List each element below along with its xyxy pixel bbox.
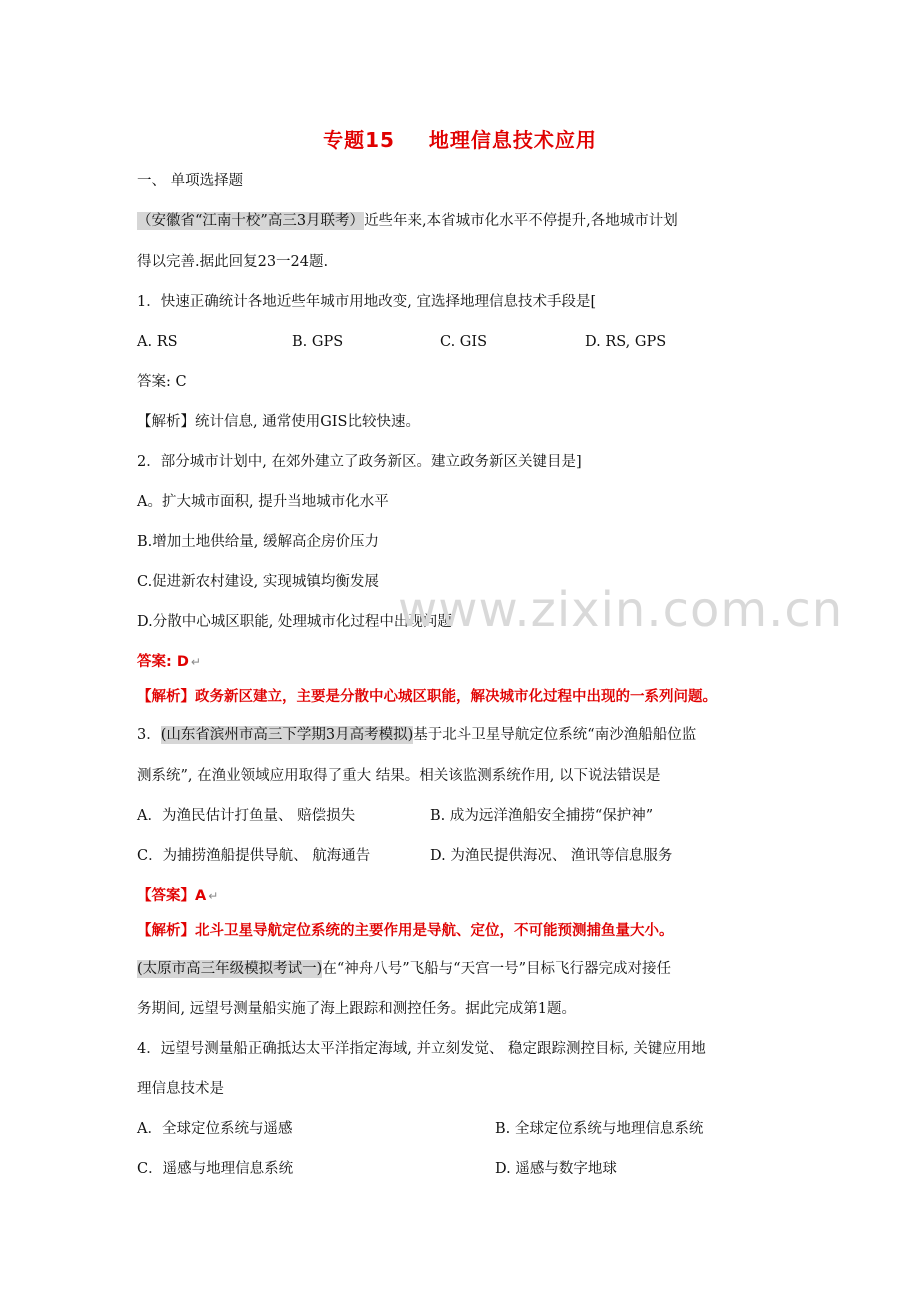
q3-option-b: B. 成为远洋渔船安全捕捞“保护神” bbox=[430, 808, 654, 824]
q2-analysis: 【解析】政务新区建立，主要是分散中心城区职能，解决城市化过程中出现的一系列问题。 bbox=[137, 689, 717, 705]
q1-answer: 答案: C bbox=[137, 374, 187, 390]
q3-option-d: D. 为渔民提供海况、 渔讯等信息服务 bbox=[430, 848, 673, 864]
q1-option-a: A. RS bbox=[137, 334, 178, 350]
q4-line1: 4．远望号测量船正确抵达太平洋指定海域, 并立刻发觉、 稳定跟踪测控目标, 关键应用地 bbox=[137, 1041, 706, 1057]
q2-answer: 答案: D ↵ bbox=[137, 654, 201, 670]
block1-line2: 得以完善.据此回复23一24题. bbox=[137, 254, 329, 270]
q1-option-c: C. GIS bbox=[440, 334, 488, 350]
q4-option-a: A．全球定位系统与遥感 bbox=[137, 1121, 293, 1137]
q3-option-c: C．为捕捞渔船提供导航、 航海通告 bbox=[137, 848, 371, 864]
q3-line2: 测系统”, 在渔业领域应用取得了重大 结果。相关该监测系统作用, 以下说法错误是 bbox=[137, 768, 661, 784]
q3-line1 bbox=[137, 725, 696, 745]
q4-option-b: B. 全球定位系统与地理信息系统 bbox=[495, 1121, 704, 1137]
q1-stem: 1．快速正确统计各地近些年城市用地改变, 宜选择地理信息技术手段是[ bbox=[137, 294, 597, 310]
q3-number: 3． bbox=[137, 727, 161, 743]
q4-line2: 理信息技术是 bbox=[137, 1081, 224, 1097]
q2-option-d: D.分散中心城区职能, 处理城市化过程中出现问题 bbox=[137, 614, 452, 630]
block1-intro-a: 近些年来,本省城市化水平不停提升,各地城市计划 bbox=[364, 213, 678, 229]
block1-source: （安徽省“江南十校”高三3月联考） bbox=[137, 213, 365, 229]
q4-option-d: D. 遥感与数字地球 bbox=[495, 1161, 617, 1177]
section-heading: 一、 单项选择题 bbox=[137, 173, 244, 189]
page-title bbox=[0, 124, 920, 153]
q3-option-a: A．为渔民估计打鱼量、 赔偿损失 bbox=[137, 808, 356, 824]
q4-option-c: C．遥感与地理信息系统 bbox=[137, 1161, 294, 1177]
title-number: 专题15 bbox=[323, 128, 395, 152]
watermark: www.zixin.com.cn bbox=[398, 582, 844, 638]
q2-option-a: A。扩大城市面积, 提升当地城市化水平 bbox=[137, 494, 389, 510]
block4-intro-a: 在“神舟八号”飞船与“天宫一号”目标飞行器完成对接任 bbox=[322, 961, 671, 977]
q1-analysis: 【解析】统计信息, 通常使用GIS比较快速。 bbox=[137, 414, 420, 430]
title-text: 地理信息技术应用 bbox=[428, 128, 597, 152]
q3-source: (山东省滨州市高三下学期3月高考模拟) bbox=[160, 727, 414, 743]
q2-option-c: C.促进新农村建设, 实现城镇均衡发展 bbox=[137, 574, 379, 590]
q1-option-d: D. RS, GPS bbox=[585, 334, 667, 350]
block1-line1 bbox=[137, 211, 678, 231]
q3-answer: 【答案】A ↵ bbox=[137, 888, 219, 904]
block4-line2: 务期间, 远望号测量船实施了海上跟踪和测控任务。据此完成第1题。 bbox=[137, 1001, 576, 1017]
q3-stem-a: 基于北斗卫星导航定位系统“南沙渔船船位监 bbox=[413, 727, 697, 743]
q2-option-b: B.增加土地供给量, 缓解高企房价压力 bbox=[137, 534, 379, 550]
q2-stem: 2．部分城市计划中, 在郊外建立了政务新区。建立政务新区关键目是] bbox=[137, 454, 582, 470]
q1-option-b: B. GPS bbox=[292, 334, 344, 350]
block4-source: (太原市高三年级模拟考试一) bbox=[137, 961, 323, 977]
block4-line1 bbox=[137, 959, 671, 979]
q3-analysis: 【解析】北斗卫星导航定位系统的主要作用是导航、定位，不可能预测捕鱼量大小。 bbox=[137, 923, 674, 939]
